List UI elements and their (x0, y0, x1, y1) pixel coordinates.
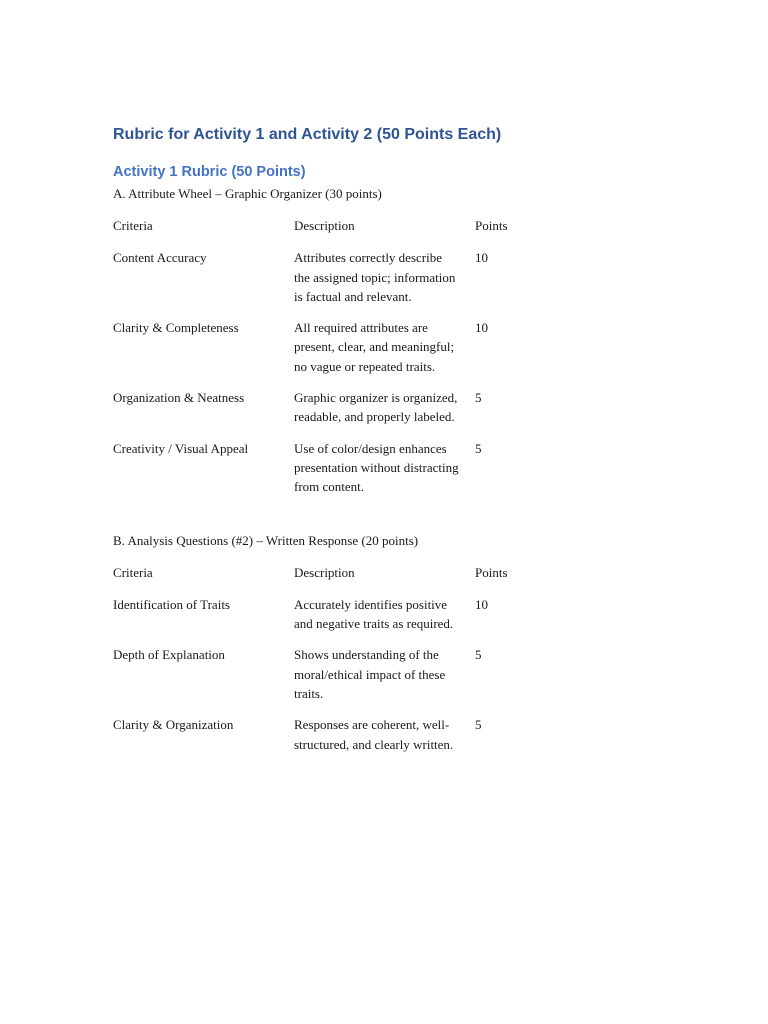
criteria-cell: Organization & Neatness (113, 390, 245, 406)
criteria-cell: Identification of Traits (113, 596, 230, 612)
points-cell: 10 (475, 596, 488, 612)
points-cell: 5 (475, 647, 482, 663)
column-header-description: Description (294, 218, 355, 233)
points-cell: 5 (475, 717, 482, 733)
criteria-cell: Clarity & Organization (113, 717, 234, 733)
rubric-table-a (113, 216, 535, 509)
points-cell: 10 (475, 250, 488, 266)
description-cell: All required attributes are present, clear, and meaningful; no vague or repeated traits. (294, 320, 455, 374)
column-header-description: Description (294, 564, 355, 580)
rubric-table-b (113, 563, 535, 766)
table-row (113, 318, 535, 388)
points-cell: 5 (475, 440, 482, 456)
criteria-cell: Creativity / Visual Appeal (113, 440, 249, 456)
description-cell: Responses are coherent, well-structured, and clearly written. (294, 717, 454, 752)
table-row (113, 595, 535, 646)
table-row (113, 715, 535, 766)
section-b-heading: B. Analysis Questions (#2) – Written Response (20 points) (113, 532, 419, 548)
activity-subtitle: Activity 1 Rubric (50 Points) (113, 164, 306, 180)
criteria-cell: Content Accuracy (113, 250, 207, 266)
column-header-points: Points (475, 218, 508, 233)
table-row (113, 645, 535, 715)
criteria-cell: Depth of Explanation (113, 647, 225, 663)
description-cell: Graphic organizer is organized, readable, and properly labeled. (294, 390, 458, 425)
points-cell: 5 (475, 390, 482, 406)
description-cell: Attributes correctly describe the assigned topic; information is factual and relevant. (294, 250, 456, 304)
document-title: Rubric for Activity 1 and Activity 2 (50 Points Each) (113, 126, 502, 143)
column-header-criteria: Criteria (113, 218, 153, 233)
description-cell: Use of color/design enhances presentation without distracting from content. (294, 440, 459, 495)
table-header-row (113, 216, 535, 248)
column-header-criteria: Criteria (113, 564, 153, 580)
table-row (113, 388, 535, 439)
section-a-heading: A. Attribute Wheel – Graphic Organizer (30 points) (113, 186, 382, 201)
table-header-row (113, 563, 535, 595)
table-row (113, 439, 535, 509)
points-cell: 10 (475, 320, 488, 336)
column-header-points: Points (475, 564, 508, 580)
table-row (113, 248, 535, 318)
document-page (113, 124, 673, 766)
description-cell: Accurately identifies positive and negative traits as required. (294, 596, 454, 632)
description-cell: Shows understanding of the moral/ethical impact of these traits. (294, 647, 446, 702)
criteria-cell: Clarity & Completeness (113, 320, 239, 336)
